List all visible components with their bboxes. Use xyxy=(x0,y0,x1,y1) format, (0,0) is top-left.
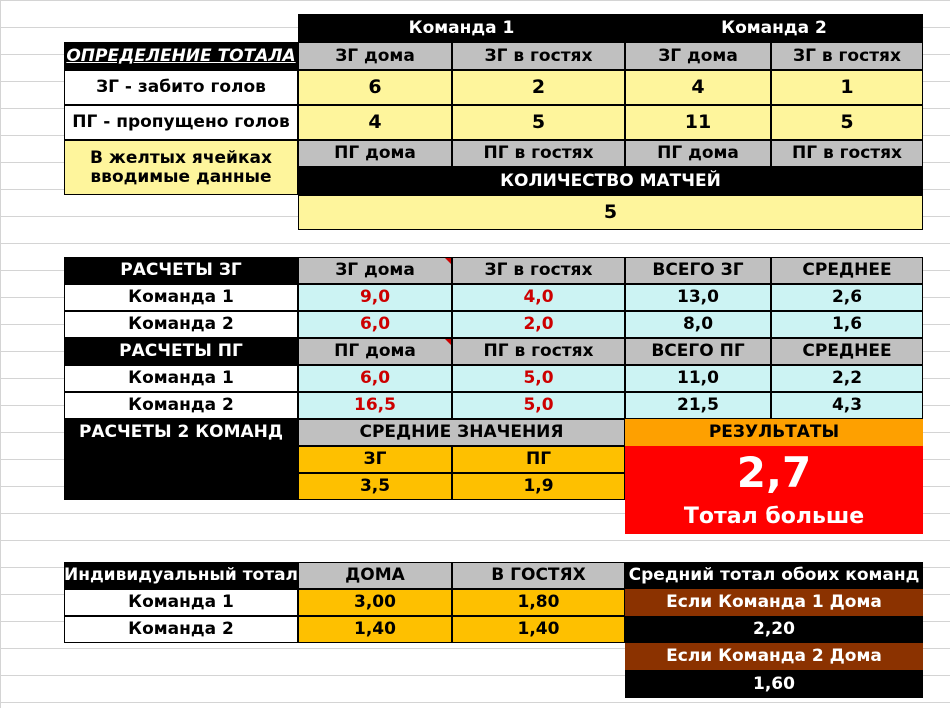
individual-row1-home: 3,00 xyxy=(298,589,452,616)
input-team1-pg-home[interactable]: 4 xyxy=(298,105,452,140)
individual-col-away: В ГОСТЯХ xyxy=(452,562,625,589)
calc-pg-row2-label: Команда 2 xyxy=(64,392,298,419)
results-label: РЕЗУЛЬТАТЫ xyxy=(625,419,923,446)
calc-zg-col-home: ЗГ дома xyxy=(298,257,452,284)
calc-zg-row2-avg: 1,6 xyxy=(771,311,923,338)
calc2-zg-value: 3,5 xyxy=(298,473,452,500)
result-text: Тотал больше xyxy=(625,500,923,534)
calc-pg-col-away: ПГ в гостях xyxy=(452,338,625,365)
calc-pg-row2-away: 5,0 xyxy=(452,392,625,419)
if-team2-home-value: 1,60 xyxy=(625,670,923,698)
calc2-title: РАСЧЕТЫ 2 КОМАНД xyxy=(64,419,298,500)
avg-total-title: Средний тотал обоих команд xyxy=(625,562,923,589)
col-team1-pg-away: ПГ в гостях xyxy=(452,140,625,167)
calc-zg-col-avg: СРЕДНЕЕ xyxy=(771,257,923,284)
calc-pg-col-avg: СРЕДНЕЕ xyxy=(771,338,923,365)
if-team2-home-label: Если Команда 2 Дома xyxy=(625,643,923,670)
calc-pg-row2-total: 21,5 xyxy=(625,392,771,419)
calc-pg-col-total: ВСЕГО ПГ xyxy=(625,338,771,365)
individual-col-home: ДОМА xyxy=(298,562,452,589)
input-team1-pg-away[interactable]: 5 xyxy=(452,105,625,140)
matches-count-label: КОЛИЧЕСТВО МАТЧЕЙ xyxy=(298,167,923,195)
input-team1-zg-home[interactable]: 6 xyxy=(298,70,452,105)
calc-zg-col-total: ВСЕГО ЗГ xyxy=(625,257,771,284)
individual-row2-home: 1,40 xyxy=(298,616,452,643)
individual-total-title: Индивидуальный тотал xyxy=(64,562,298,589)
pg-row-label: ПГ - пропущено голов xyxy=(64,105,298,140)
calc-zg-row2-away: 2,0 xyxy=(452,311,625,338)
calc-pg-row1-away: 5,0 xyxy=(452,365,625,392)
total-definition-title xyxy=(64,42,298,70)
input-team2-zg-away[interactable]: 1 xyxy=(771,70,923,105)
individual-row2-label: Команда 2 xyxy=(64,616,298,643)
col-team1-zg-away: ЗГ в гостях xyxy=(452,42,625,70)
calc-zg-row1-label: Команда 1 xyxy=(64,284,298,311)
calc-zg-row1-total: 13,0 xyxy=(625,284,771,311)
individual-row2-away: 1,40 xyxy=(452,616,625,643)
calc-zg-row2-home: 6,0 xyxy=(298,311,452,338)
col-team2-pg-home: ПГ дома xyxy=(625,140,771,167)
calc-pg-row2-avg: 4,3 xyxy=(771,392,923,419)
if-team1-home-label: Если Команда 1 Дома xyxy=(625,589,923,616)
col-team2-zg-away: ЗГ в гостях xyxy=(771,42,923,70)
calc-zg-row1-avg: 2,6 xyxy=(771,284,923,311)
zg-row-label: ЗГ - забито голов xyxy=(64,70,298,105)
calc-zg-row1-away: 4,0 xyxy=(452,284,625,311)
calc-zg-title: РАСЧЕТЫ ЗГ xyxy=(64,257,298,284)
calc-pg-row2-home: 16,5 xyxy=(298,392,452,419)
calc-pg-title: РАСЧЕТЫ ПГ xyxy=(64,338,298,365)
if-team1-home-value: 2,20 xyxy=(625,616,923,643)
input-team2-zg-home[interactable]: 4 xyxy=(625,70,771,105)
calc-pg-col-home: ПГ дома xyxy=(298,338,452,365)
calc2-pg-label: ПГ xyxy=(452,446,625,473)
col-team2-pg-away: ПГ в гостях xyxy=(771,140,923,167)
individual-row1-away: 1,80 xyxy=(452,589,625,616)
total-definition-title-text: ОПРЕДЕЛЕНИЕ ТОТАЛА xyxy=(66,45,296,66)
team1-header: Команда 1 xyxy=(298,14,625,42)
individual-row1-label: Команда 1 xyxy=(64,589,298,616)
calc-zg-row1-home: 9,0 xyxy=(298,284,452,311)
calc-pg-row1-home: 6,0 xyxy=(298,365,452,392)
team2-header: Команда 2 xyxy=(625,14,923,42)
input-team1-zg-away[interactable]: 2 xyxy=(452,70,625,105)
input-team2-pg-away[interactable]: 5 xyxy=(771,105,923,140)
calc2-pg-value: 1,9 xyxy=(452,473,625,500)
input-team2-pg-home[interactable]: 11 xyxy=(625,105,771,140)
result-value: 2,7 xyxy=(625,446,923,500)
input-matches-count[interactable]: 5 xyxy=(298,195,923,230)
calc-zg-row2-total: 8,0 xyxy=(625,311,771,338)
input-note: В желтых ячейках вводимые данные xyxy=(64,140,298,195)
col-team1-zg-home: ЗГ дома xyxy=(298,42,452,70)
col-team2-zg-home: ЗГ дома xyxy=(625,42,771,70)
calc2-zg-label: ЗГ xyxy=(298,446,452,473)
col-team1-pg-home: ПГ дома xyxy=(298,140,452,167)
calc-pg-row1-label: Команда 1 xyxy=(64,365,298,392)
calc-pg-row1-avg: 2,2 xyxy=(771,365,923,392)
calc-zg-row2-label: Команда 2 xyxy=(64,311,298,338)
calc-pg-row1-total: 11,0 xyxy=(625,365,771,392)
calc-zg-col-away: ЗГ в гостях xyxy=(452,257,625,284)
calc2-avg-label: СРЕДНИЕ ЗНАЧЕНИЯ xyxy=(298,419,625,446)
